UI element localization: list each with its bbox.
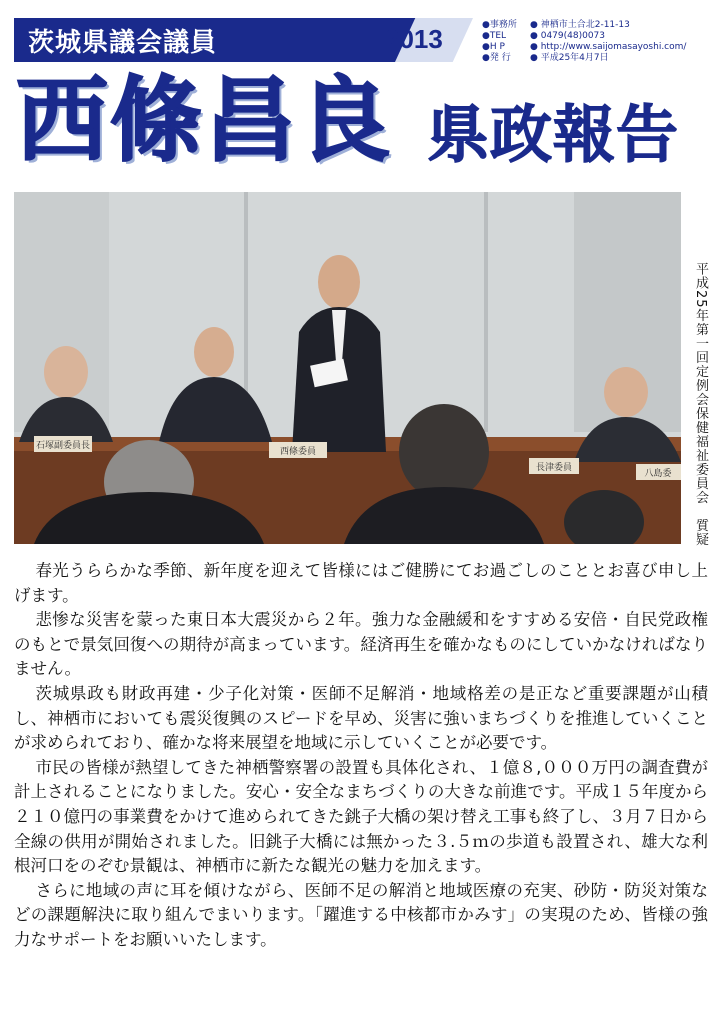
- nameplate-text: 西條委員: [279, 447, 317, 457]
- contact-key: ●TEL: [482, 31, 507, 41]
- politician-name: 西條昌良: [16, 66, 393, 174]
- speaker-head: [318, 255, 360, 309]
- contact-key: ●H P: [482, 42, 505, 52]
- report-body: [14, 559, 708, 953]
- contact-row-tel: [482, 31, 718, 42]
- year-label: 2013: [385, 24, 443, 54]
- council-title: 茨城県議会議員: [28, 28, 218, 58]
- contact-row-office: [482, 20, 718, 31]
- contact-value: ● 平成25年4月7日: [530, 53, 609, 63]
- meeting-photo-illustration: [14, 192, 681, 544]
- report-title: 県政報告: [427, 98, 680, 171]
- paragraph: 茨城県政も財政再建・少子化対策・医師不足解消・地域格差の是正など重要課題が山積し、神栖市においても震災復興のスピードを早め、災害に強いまちづくりを推進していくことが求められており、確かな将来展望を地域に示していくことが必要です。: [14, 683, 708, 753]
- contact-key: ●事務所: [482, 20, 517, 30]
- person-head: [604, 367, 648, 417]
- contact-value: ● http://www.saijomasayoshi.com/: [530, 42, 687, 52]
- contact-block: [482, 20, 718, 64]
- paragraph: 春光うららかな季節、新年度を迎えて皆様にはご健勝にてお過ごしのこととお喜び申し上げます。: [14, 561, 709, 605]
- paragraph: 悲惨な災害を蒙った東日本大震災から２年。強力な金融緩和をすすめる安倍・自民党政権のもとで景気回復への期待が高まっています。経済再生を確かなものにしていかなければなりません。: [14, 610, 708, 679]
- contact-key: ●発 行: [482, 53, 511, 63]
- person-head: [44, 346, 88, 398]
- photo-caption: 平成25年第一回定例会保健福祉委員会 質疑: [693, 262, 708, 547]
- nameplate-text: 石塚副委員長: [35, 441, 91, 451]
- nameplate-text: 長津委員: [535, 463, 573, 473]
- contact-row-published: [482, 53, 718, 64]
- contact-value: ● 0479(48)0073: [530, 31, 605, 41]
- wall-seam: [484, 192, 488, 432]
- paragraph: 市民の皆様が熱望してきた神栖警察署の設置も具体化され、１億８,０００万円の調査費が計上されることになりました。安心・安全なまちづくりの大きな前進です。平成１５年度から２１０億円の事業費をかけて進められてきた銚子大橋の架け替え工事も終了し、３月７日から全線の供用が開始されました。旧銚子大橋には無かった３.５ｍの歩道も設置され、雄大な利根河口をのぞむ景観は、神栖市に新たな観光の魅力を加えます。: [14, 757, 708, 876]
- paragraph: さらに地域の声に耳を傾けながら、医師不足の解消と地域医療の充実、砂防・防災対策などの課題解決に取り組んでまいります。「躍進する中核都市かみす」の実現のため、皆様の強力なサポートをお願いいたします。: [14, 880, 708, 949]
- audience-head: [399, 404, 489, 500]
- person-head: [194, 327, 234, 377]
- meeting-photo: [14, 192, 681, 544]
- contact-row-homepage: [482, 42, 718, 53]
- contact-value: ● 神栖市土合北2-11-13: [530, 20, 630, 30]
- nameplate-text: 八島委: [644, 469, 672, 479]
